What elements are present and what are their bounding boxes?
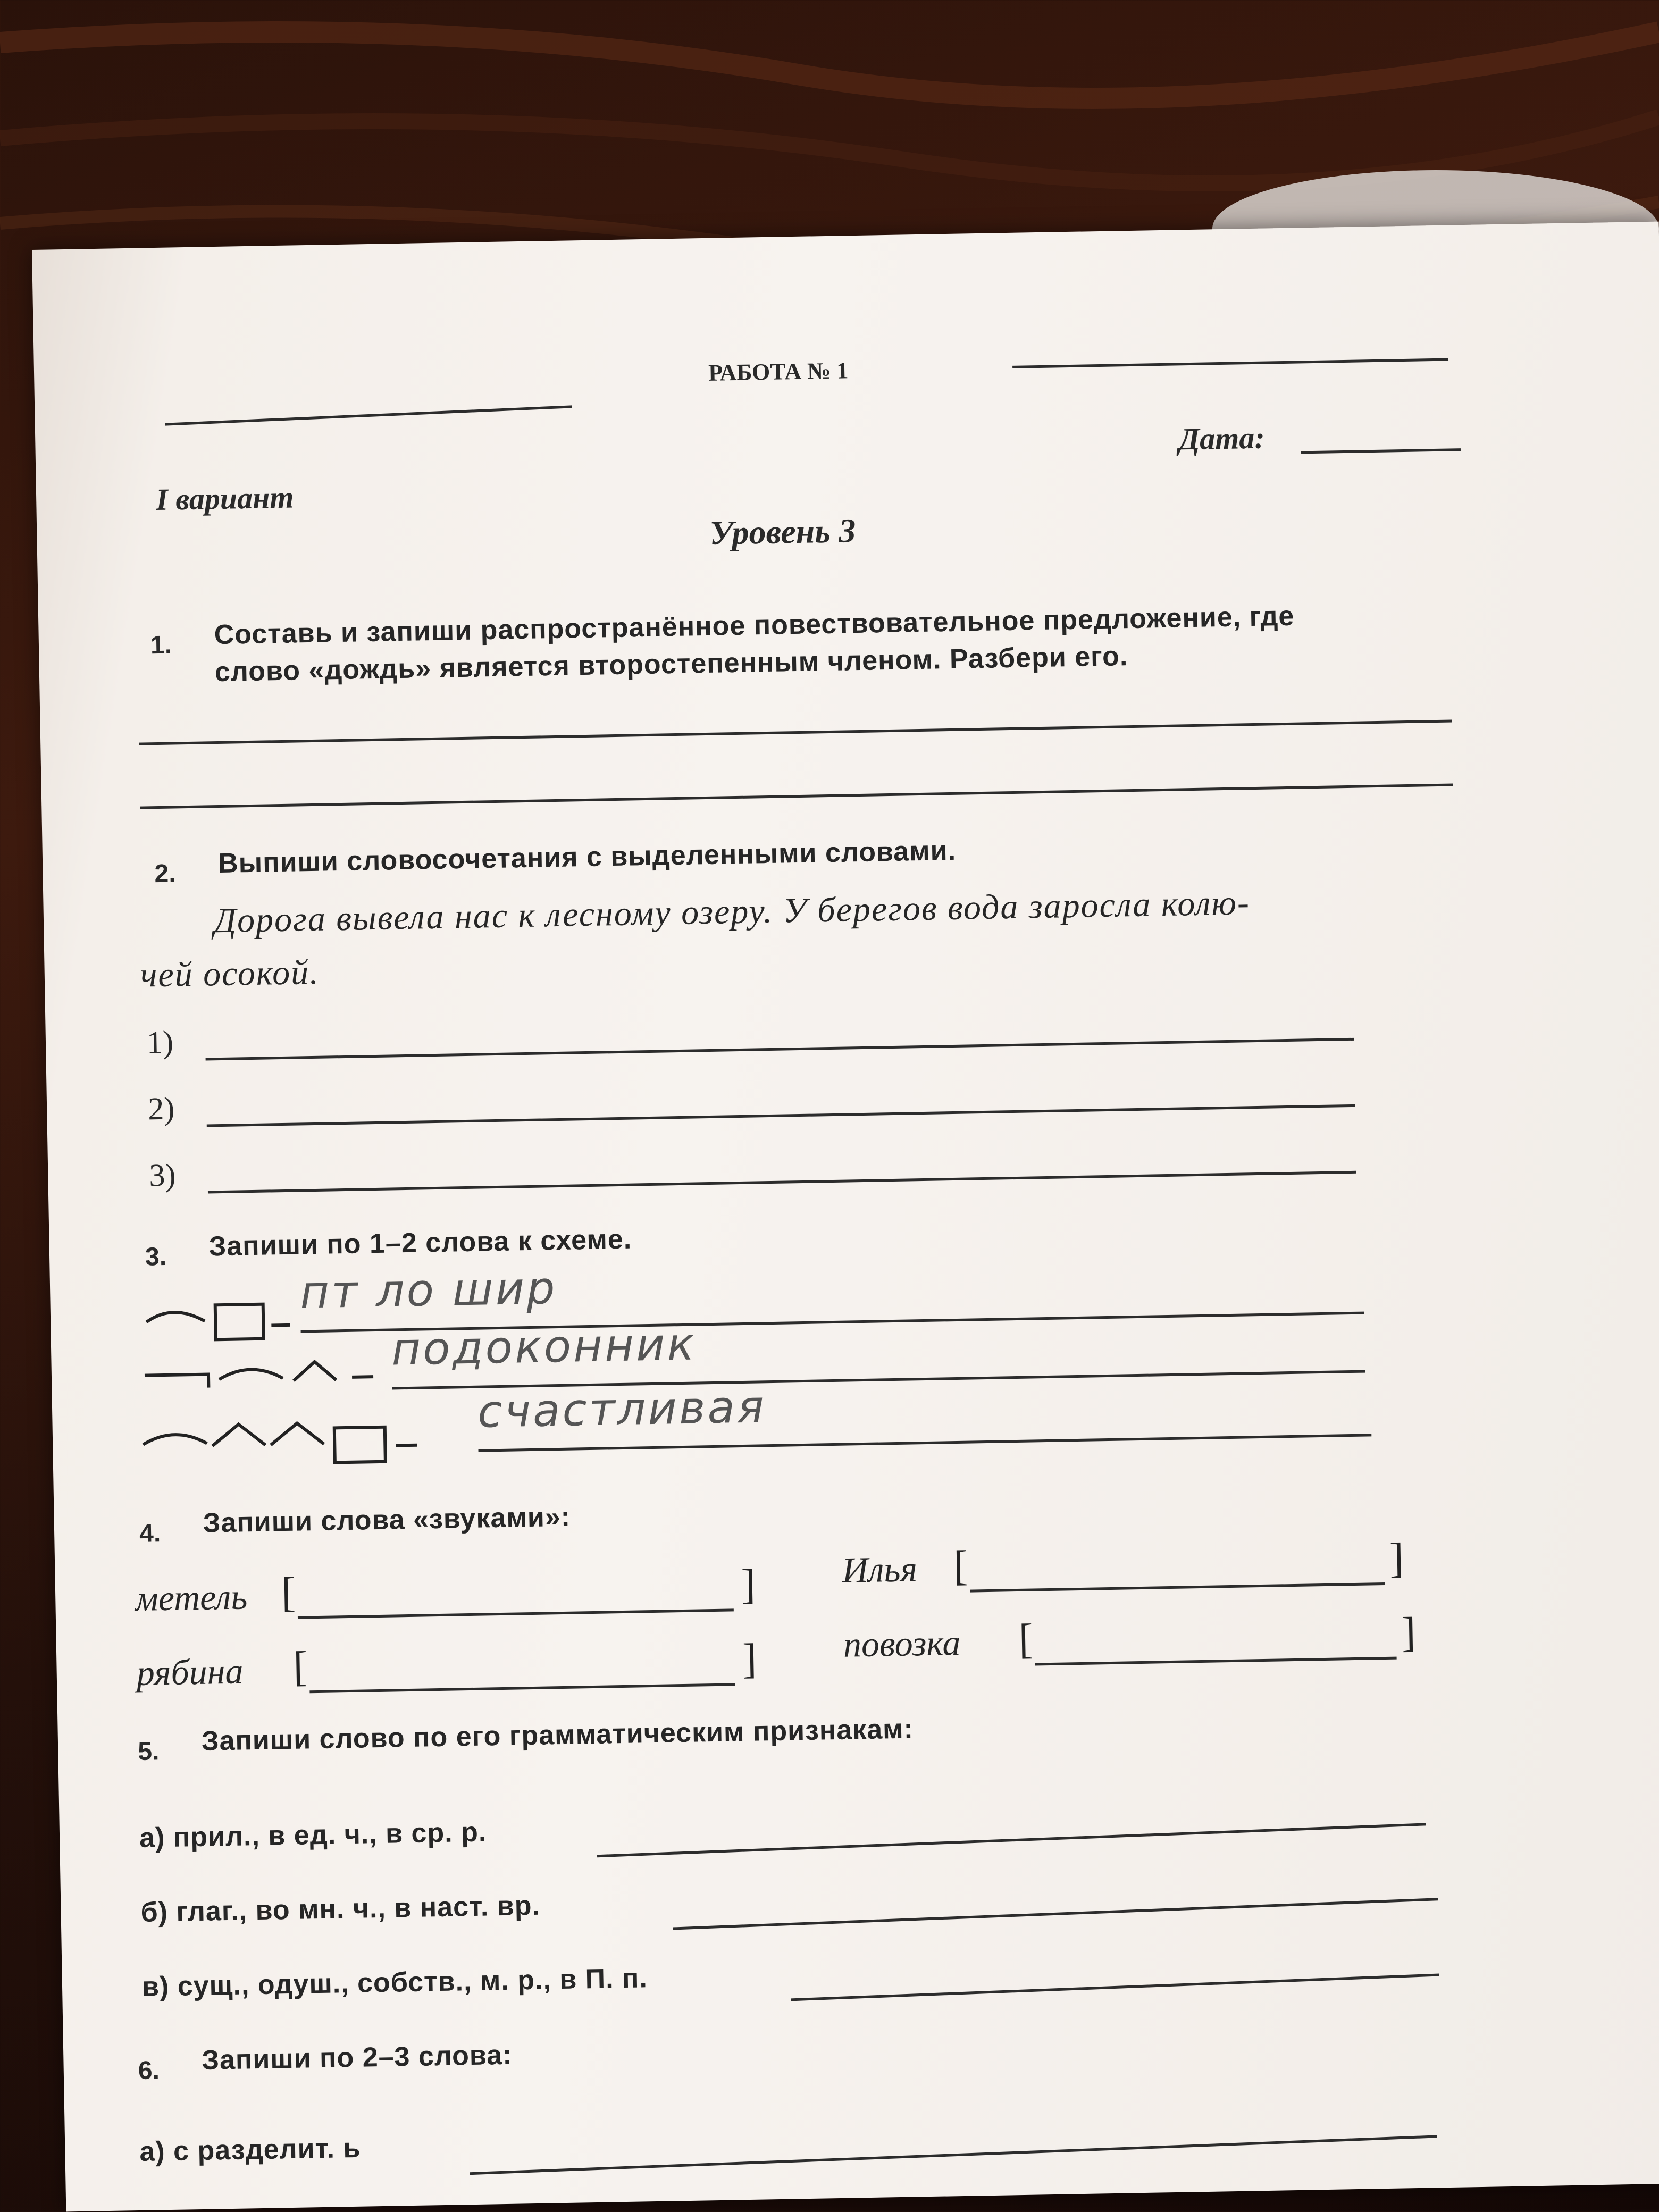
task-4-text: Запиши слова «звуками»: bbox=[203, 1501, 571, 1539]
open-bracket: [ bbox=[953, 1542, 968, 1590]
task-3-number: 3. bbox=[145, 1242, 167, 1271]
transcription-line[interactable] bbox=[298, 1608, 734, 1619]
worksheet-page bbox=[32, 222, 1659, 2212]
task-2-answer-line[interactable] bbox=[208, 1171, 1356, 1194]
handwritten-answer: подоконник bbox=[391, 1318, 697, 1376]
task-2-answer-line[interactable] bbox=[207, 1104, 1355, 1127]
task-2-sentence-line1: Дорога вывела нас к лесному озеру. У берегов вода заросла колю- bbox=[213, 883, 1251, 941]
open-bracket: [ bbox=[1018, 1615, 1034, 1663]
close-bracket: ] bbox=[741, 1561, 756, 1608]
task-5-item: б) глаг., во мн. ч., в наст. вр. bbox=[140, 1890, 541, 1928]
word-ilya: Илья bbox=[841, 1548, 918, 1590]
class-line bbox=[1012, 358, 1448, 368]
word-ryabina: рябина bbox=[136, 1650, 244, 1693]
task-6-text: Запиши по 2–3 слова: bbox=[201, 2039, 513, 2076]
word-scheme-1 bbox=[140, 1283, 301, 1349]
word-scheme-3 bbox=[137, 1396, 510, 1471]
task-6-answer-line[interactable] bbox=[470, 2135, 1437, 2175]
task-1-text-line2: слово «дождь» является второстепенным членом. Разбери его. bbox=[214, 641, 1128, 688]
close-bracket: ] bbox=[1389, 1535, 1404, 1582]
task-5-answer-line[interactable] bbox=[673, 1898, 1438, 1930]
task-6-number: 6. bbox=[138, 2056, 160, 2085]
task-3-answer-line[interactable] bbox=[478, 1434, 1371, 1452]
open-bracket: [ bbox=[281, 1569, 296, 1616]
task-2-sentence-line2: чей осокой. bbox=[140, 952, 320, 995]
task-5-item: а) прил., в ед. ч., в ср. р. bbox=[139, 1816, 487, 1854]
task-1-number: 1. bbox=[150, 631, 172, 660]
task-6-item: а) с разделит. ь bbox=[139, 2132, 361, 2168]
task-2-answer-label: 1) bbox=[146, 1024, 174, 1060]
task-2-number: 2. bbox=[154, 859, 177, 889]
word-povozka: повозка bbox=[843, 1622, 961, 1665]
handwritten-answer: счастливая bbox=[477, 1380, 767, 1438]
date-label: Дата: bbox=[1178, 420, 1266, 457]
word-metel: метель bbox=[135, 1576, 248, 1619]
task-2-text: Выпиши словосочетания с выделенными словами. bbox=[217, 835, 957, 879]
task-5-number: 5. bbox=[137, 1737, 160, 1766]
transcription-line[interactable] bbox=[1035, 1657, 1397, 1666]
word-scheme-2 bbox=[139, 1339, 416, 1402]
open-bracket: [ bbox=[292, 1643, 308, 1690]
close-bracket: ] bbox=[742, 1635, 757, 1683]
task-5-text: Запиши слово по его грамматическим признакам: bbox=[201, 1713, 914, 1757]
task-2-answer-label: 3) bbox=[148, 1157, 176, 1193]
handwritten-answer: пт ло шир bbox=[299, 1262, 558, 1319]
transcription-line[interactable] bbox=[309, 1683, 735, 1693]
work-title: РАБОТА № 1 bbox=[708, 357, 849, 386]
task-2-answer-line[interactable] bbox=[206, 1038, 1354, 1061]
task-4-number: 4. bbox=[139, 1519, 161, 1548]
task-5-answer-line[interactable] bbox=[597, 1823, 1426, 1857]
variant-label: I вариант bbox=[155, 480, 294, 517]
task-2-answer-label: 2) bbox=[147, 1091, 175, 1127]
date-line bbox=[1301, 448, 1461, 454]
name-line bbox=[165, 405, 572, 425]
task-1-answer-line[interactable] bbox=[139, 720, 1452, 745]
transcription-line[interactable] bbox=[970, 1582, 1385, 1593]
task-1-answer-line[interactable] bbox=[140, 784, 1453, 809]
level-title: Уровень 3 bbox=[709, 512, 857, 552]
task-3-text: Запиши по 1–2 слова к схеме. bbox=[208, 1224, 632, 1262]
task-1-text-line1: Составь и запиши распространённое повествовательное предложение, где bbox=[214, 600, 1295, 651]
task-5-answer-line[interactable] bbox=[791, 1974, 1439, 2001]
close-bracket: ] bbox=[1401, 1608, 1417, 1656]
task-5-item: в) сущ., одуш., собств., м. р., в П. п. bbox=[141, 1963, 648, 2002]
